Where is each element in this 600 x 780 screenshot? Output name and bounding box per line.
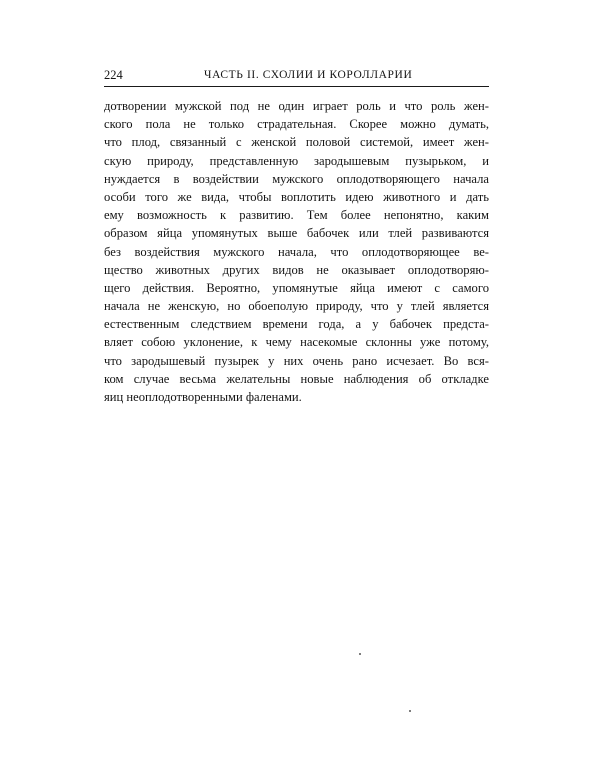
text-line: естественным следствием времени года, а у бабочек предста- (104, 317, 489, 332)
running-head: ЧАСТЬ II. СХОЛИИ И КОРОЛЛАРИИ (204, 69, 413, 81)
text-line: образом яйца упомянутых выше бабочек или тлей развиваются (104, 226, 489, 241)
text-line: щего действия. Вероятно, упомянутые яйца имеют с самого (104, 280, 489, 295)
text-line: начала не женскую, но обоеполую природу, что у тлей является (104, 299, 489, 314)
text-line-last: яиц неоплодотворенными фаленами. (104, 390, 302, 404)
text-line: особи того же вида, чтобы воплотить идею животного и дать (104, 189, 489, 204)
header-rule (104, 86, 489, 87)
body-paragraph (104, 97, 489, 406)
text-line: щество животных других видов не оказывает оплодотворяю- (104, 262, 489, 277)
text-line: нуждается в воздействии мужского оплодотворяющего начала (104, 171, 489, 186)
text-line: дотворении мужской под не один играет роль и что роль жен- (104, 99, 489, 113)
text-line: вляет собою уклонение, к чему насекомые склонны уже потому, (104, 335, 489, 350)
page-header (104, 66, 489, 84)
text-line: что плод, связанный с женской половой системой, имеет жен- (104, 135, 489, 150)
text-line: ему возможность к развитию. Тем более непонятно, каким (104, 208, 489, 223)
page-number: 224 (104, 68, 123, 82)
text-line: без воздействия мужского начала, что оплодотворяющее ве- (104, 244, 489, 259)
text-line: ком случае весьма желательны новые наблюдения об откладке (104, 371, 489, 386)
text-line: ского пола не только страдательная. Скорее можно думать, (104, 117, 489, 132)
text-line: что зародышевый пузырек у них очень рано исчезает. Во вся- (104, 353, 489, 368)
text-line: скую природу, представленную зародышевым пузырьком, и (104, 153, 489, 168)
scan-speck (359, 653, 361, 655)
scan-speck (409, 710, 411, 712)
